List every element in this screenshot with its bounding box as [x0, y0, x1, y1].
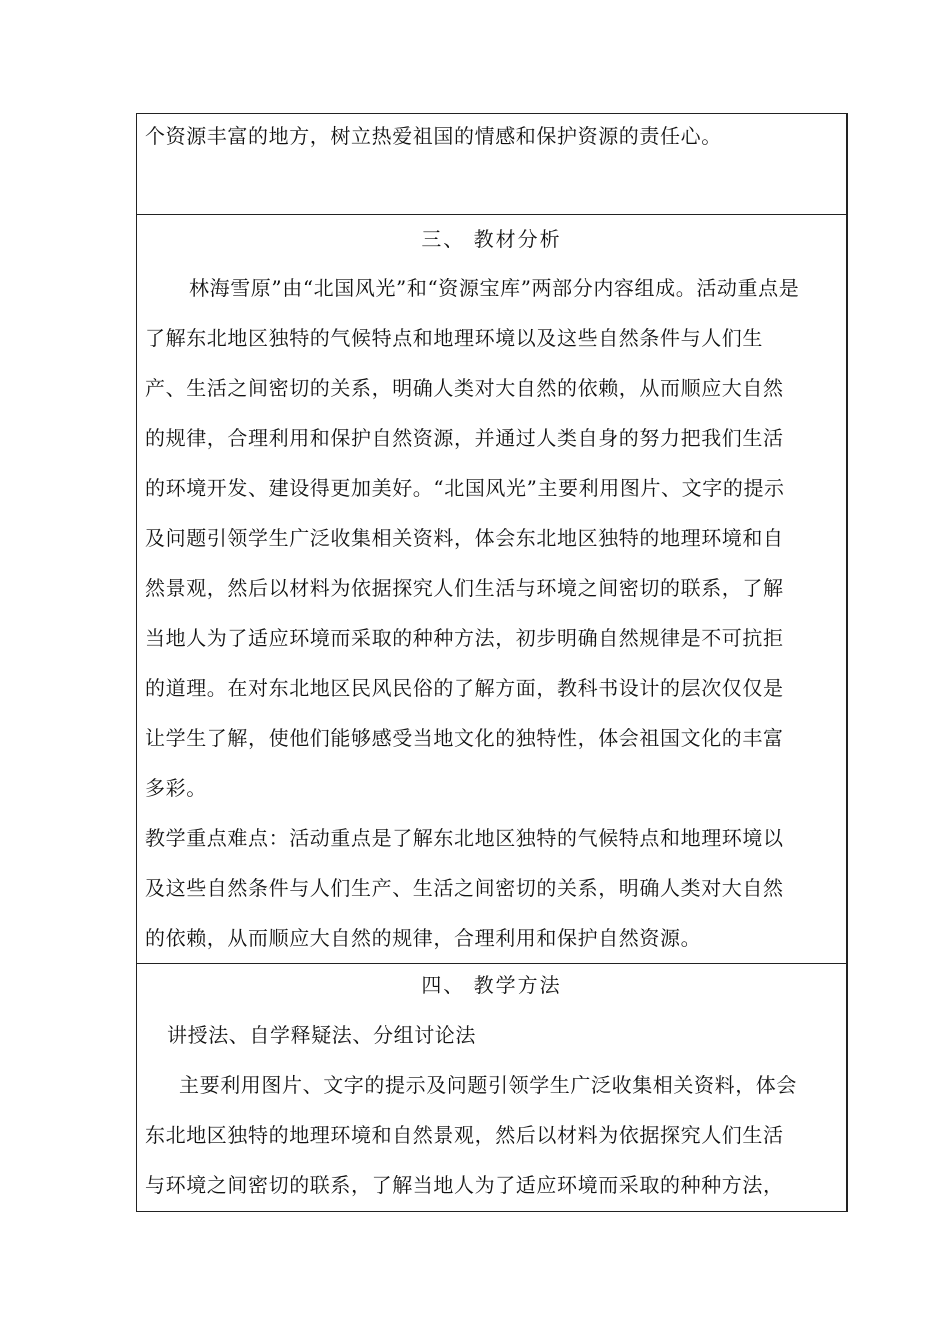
- paragraph-line: 讲授法、自学释疑法、分组讨论法: [167, 1023, 476, 1047]
- textbook-analysis-cell: [137, 215, 846, 964]
- paragraph-line: 与环境之间密切的联系，了解当地人为了适应环境而采取的种种方法，: [145, 1173, 784, 1197]
- section-heading: 三、 教材分析: [421, 227, 562, 251]
- paragraph-line: 个资源丰富的地方，树立热爱祖国的情感和保护资源的责任心。: [145, 124, 722, 148]
- paragraph-line: 东北地区独特的地理环境和自然景观，然后以材料为依据探究人们生活: [145, 1123, 784, 1147]
- paragraph-line: 教学重点难点：活动重点是了解东北地区独特的气候特点和地理环境以: [145, 826, 784, 850]
- paragraph-line: 林海雪原”由“北国风光”和“资源宝库”两部分内容组成。活动重点是: [189, 276, 800, 300]
- teaching-methods-cell: [137, 964, 846, 1211]
- section-heading: 四、 教学方法: [421, 973, 562, 997]
- paragraph-line: 的规律，合理利用和保护自然资源，并通过人类自身的努力把我们生活: [145, 426, 784, 450]
- paragraph-line: 及问题引领学生广泛收集相关资料，体会东北地区独特的地理环境和自: [145, 526, 784, 550]
- paragraph-line: 主要利用图片、文字的提示及问题引领学生广泛收集相关资料，体会: [179, 1073, 797, 1097]
- paragraph-line: 多彩。: [145, 776, 207, 800]
- paragraph-line: 产、生活之间密切的关系，明确人类对大自然的依赖，从而顺应大自然: [145, 376, 784, 400]
- paragraph-line: 的环境开发、建设得更加美好。“北国风光”主要利用图片、文字的提示: [145, 476, 785, 500]
- paragraph-line: 的依赖，从而顺应大自然的规律，合理利用和保护自然资源。: [145, 926, 702, 950]
- paragraph-line: 的道理。在对东北地区民风民俗的了解方面，教科书设计的层次仅仅是: [145, 676, 784, 700]
- paragraph-line: 了解东北地区独特的气候特点和地理环境以及这些自然条件与人们生: [145, 326, 763, 350]
- paragraph-line: 然景观，然后以材料为依据探究人们生活与环境之间密切的联系，了解: [145, 576, 784, 600]
- objectives-continuation-cell: [137, 114, 846, 215]
- paragraph-line: 及这些自然条件与人们生产、生活之间密切的关系，明确人类对大自然: [145, 876, 784, 900]
- lesson-plan-table: [136, 113, 848, 1212]
- paragraph-line: 让学生了解，使他们能够感受当地文化的独特性，体会祖国文化的丰富: [145, 726, 784, 750]
- paragraph-line: 当地人为了适应环境而采取的种种方法，初步明确自然规律是不可抗拒: [145, 626, 784, 650]
